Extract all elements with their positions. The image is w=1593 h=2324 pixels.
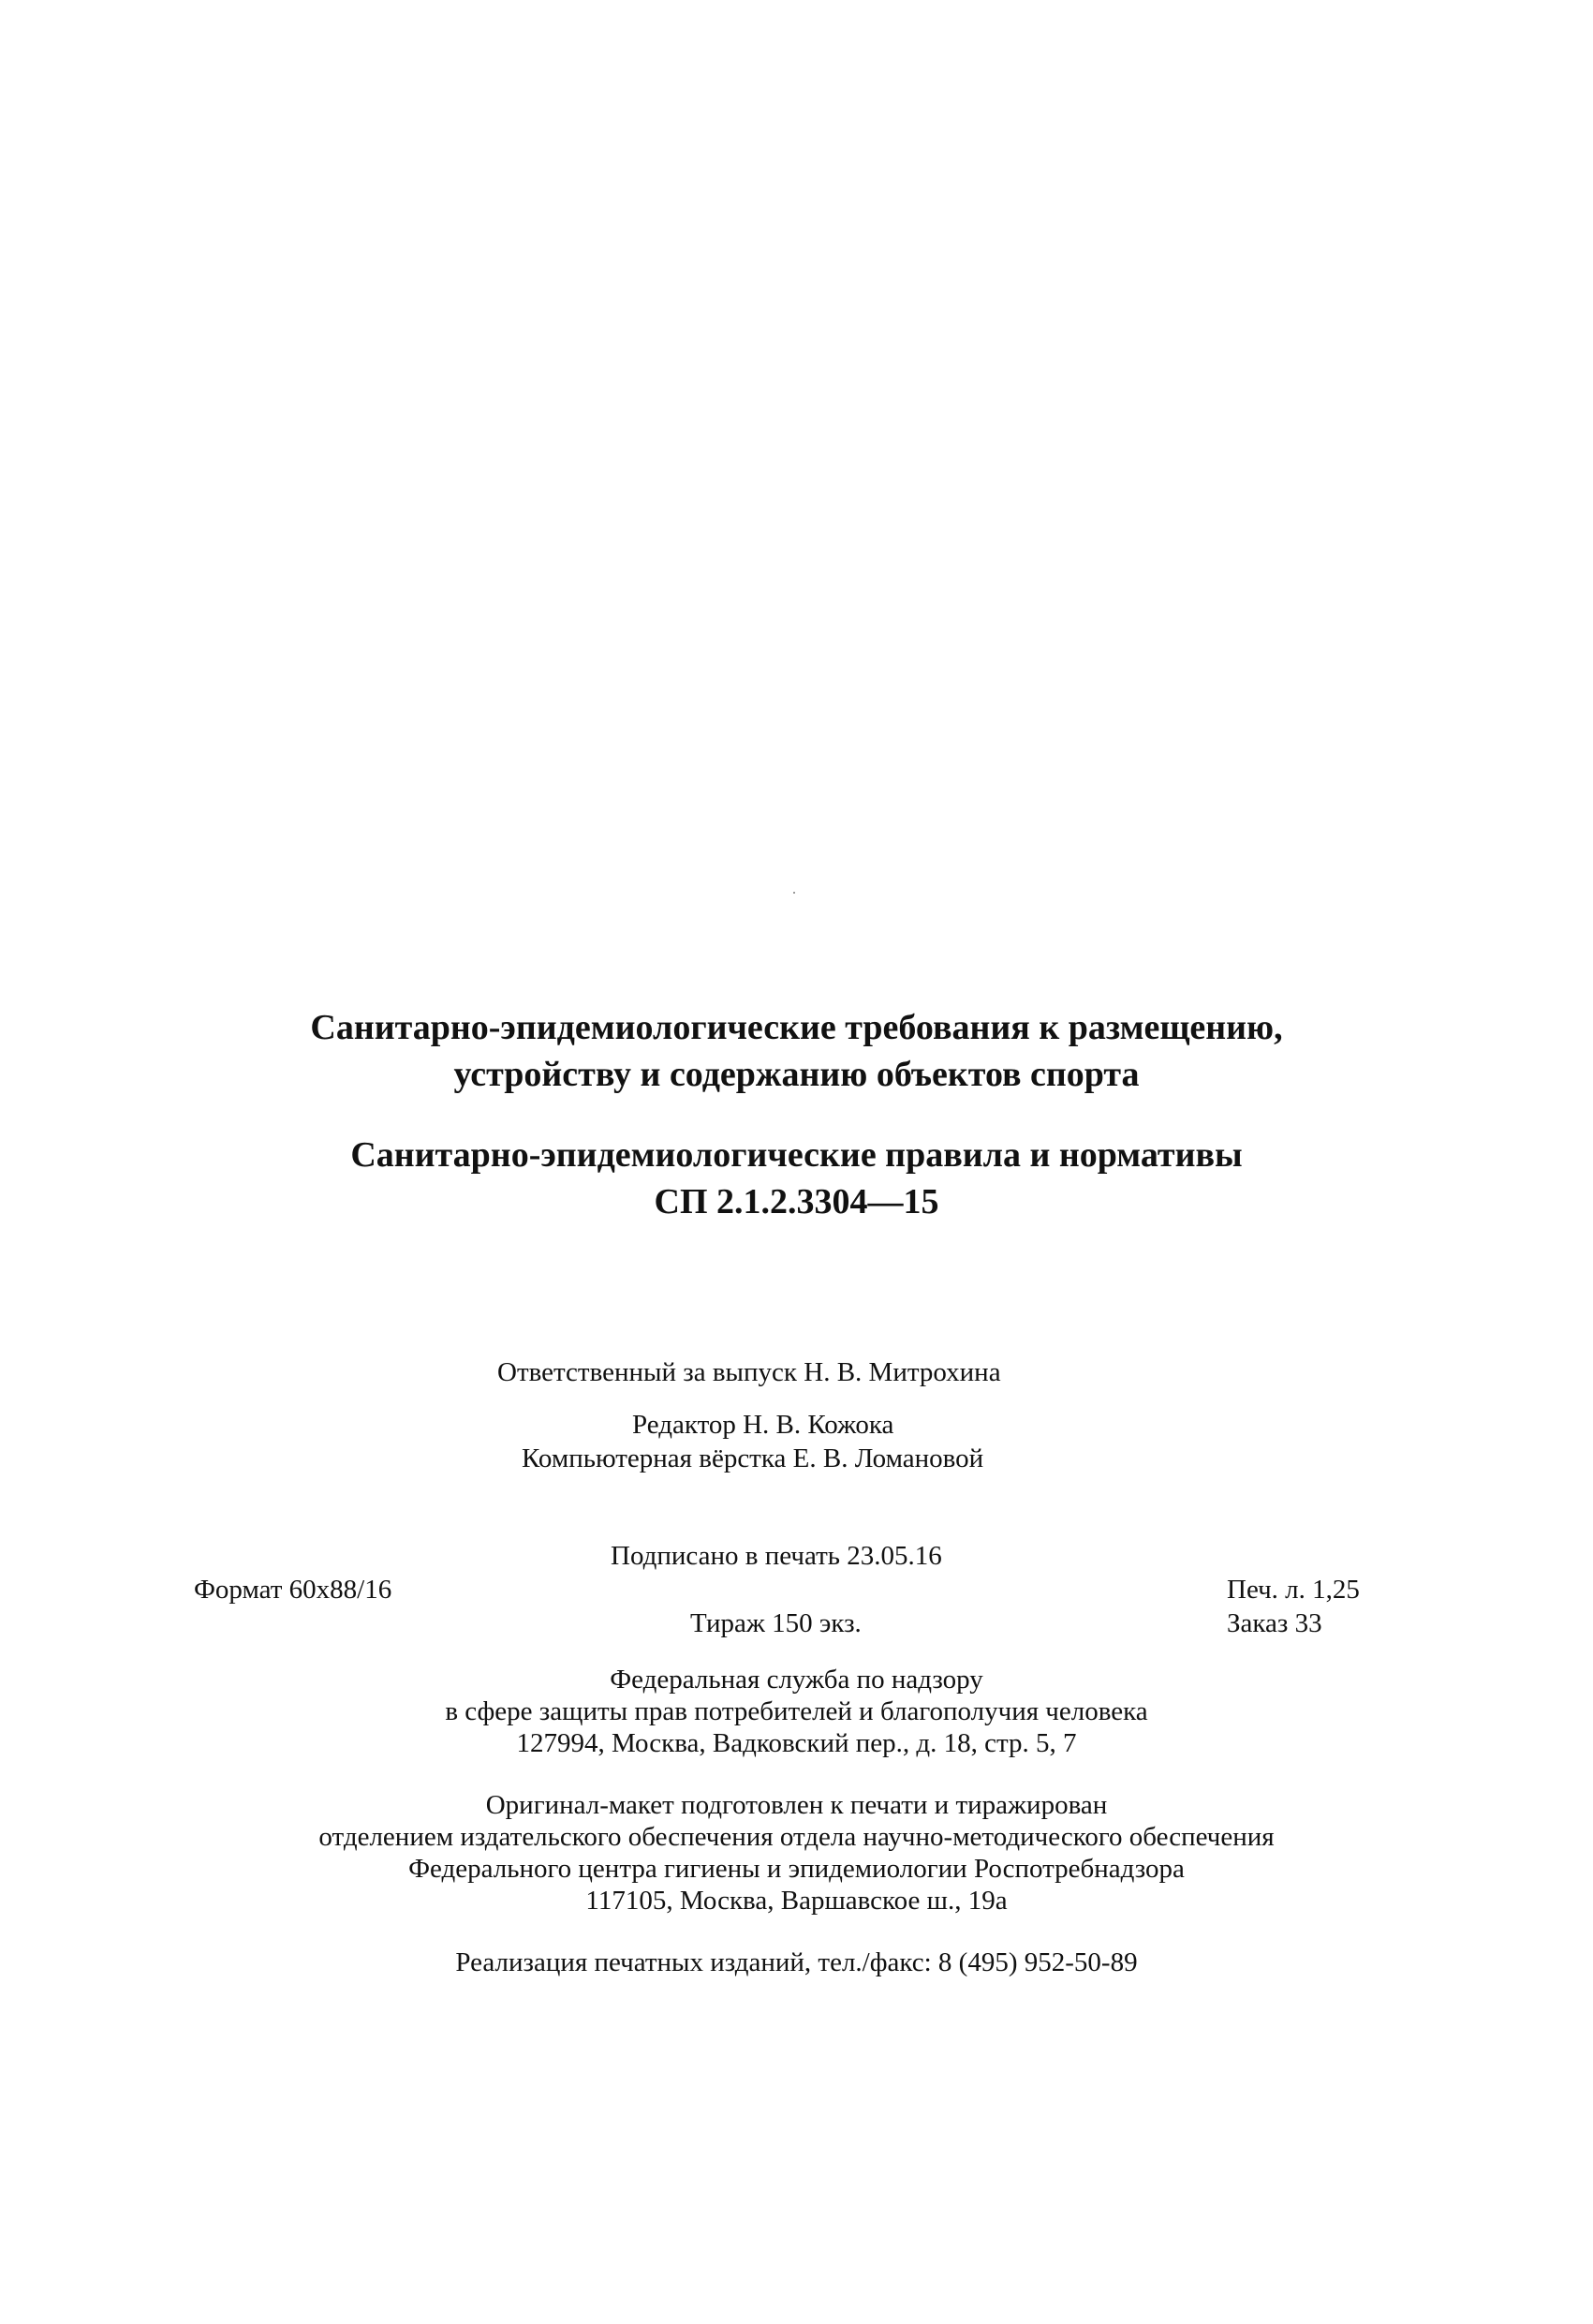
- publisher-info: [0, 1664, 1593, 1759]
- layout-credit: Компьютерная вёрстка Е. В. Ломановой: [522, 1443, 984, 1473]
- scan-speck: [793, 892, 795, 894]
- publisher-line-1: Федеральная служба по надзору: [610, 1665, 983, 1695]
- editor-credit: Редактор Н. В. Кожока: [632, 1410, 894, 1440]
- responsible-person: Ответственный за выпуск Н. В. Митрохина: [497, 1357, 1001, 1387]
- document-subtitle: [0, 1132, 1593, 1225]
- sales-info: [0, 1947, 1593, 1978]
- sheets-info: Печ. л. 1,25: [1227, 1575, 1360, 1605]
- printer-line-3: Федерального центра гигиены и эпидемиологии Роспотребнадзора: [408, 1854, 1185, 1884]
- sales-contact: Реализация печатных изданий, тел./факс: 8 (495) 952-50-89: [455, 1947, 1138, 1977]
- printer-address: 117105, Москва, Варшавское ш., 19а: [585, 1886, 1008, 1916]
- format-info: Формат 60x88/16: [194, 1575, 392, 1605]
- subtitle-line-1: Санитарно-эпидемиологические правила и нормативы: [350, 1135, 1243, 1175]
- print-run: Тираж 150 экз.: [690, 1608, 862, 1638]
- signed-date: Подписано в печать 23.05.16: [611, 1541, 942, 1571]
- title-line-1: Санитарно-эпидемиологические требования к размещению,: [310, 1008, 1283, 1047]
- printer-line-1: Оригинал-макет подготовлен к печати и тиражирован: [485, 1790, 1108, 1820]
- printer-line-2: отделением издательского обеспечения отдела научно-методического обеспечения: [318, 1822, 1275, 1852]
- publisher-address: 127994, Москва, Вадковский пер., д. 18, стр. 5, 7: [516, 1728, 1077, 1758]
- document-title: [0, 1004, 1593, 1098]
- publisher-line-2: в сфере защиты прав потребителей и благополучия человека: [445, 1696, 1148, 1726]
- order-number: Заказ 33: [1227, 1608, 1322, 1638]
- title-line-2: устройству и содержанию объектов спорта: [453, 1055, 1140, 1094]
- document-code: СП 2.1.2.3304—15: [654, 1182, 939, 1221]
- printer-info: [0, 1789, 1593, 1917]
